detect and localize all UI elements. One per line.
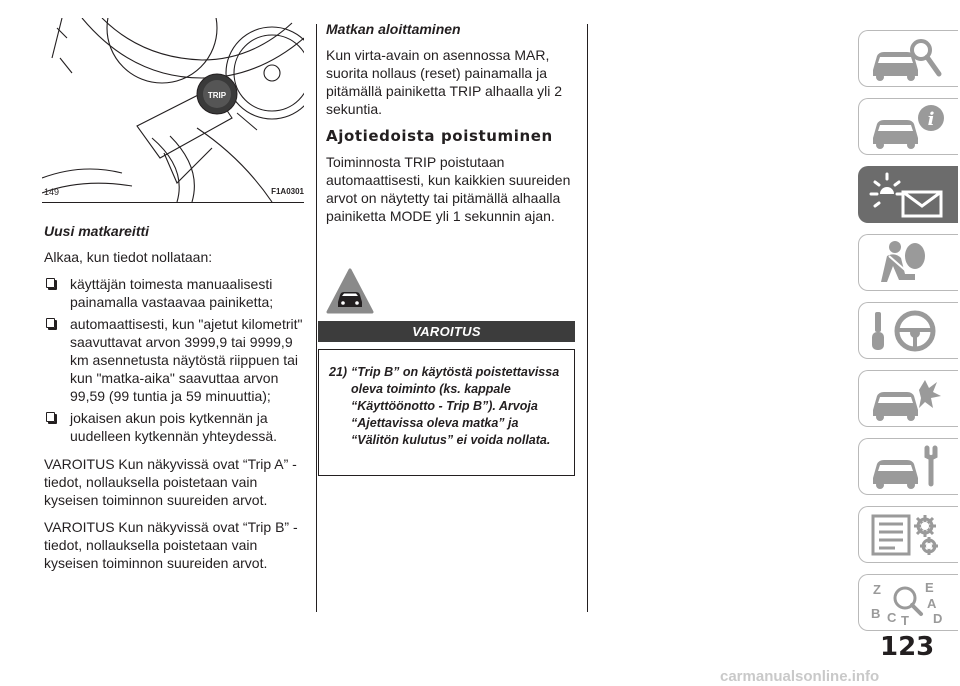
svg-text:i: i xyxy=(927,109,935,130)
index-letter: A xyxy=(927,596,937,611)
checkbox-bullet-icon xyxy=(46,318,55,328)
warning-title-bar: VAROITUS xyxy=(318,321,575,342)
tab-servicing[interactable] xyxy=(858,438,958,495)
car-warning-triangle-icon xyxy=(326,268,374,316)
note-trip-a: VAROITUS Kun näkyvissä ovat “Trip A” -tiedot, nollauksella poistetaan vain kyseisen toiminnon suureiden arvot. xyxy=(44,456,297,508)
warning-light-message-icon xyxy=(869,172,947,218)
list-item: automaattisesti, kun "ajetut kilometrit" saavuttavat arvon 3999,9 tai 9999,9 km asennetusta näytöstä riippuen tai kun "matka-aika" saavuttaa arvon 99,59 (99 tuntia ja 59 minuuttia); xyxy=(44,315,306,405)
section-heading-new-trip: Uusi matkareitti xyxy=(44,223,150,239)
list-item: käyttäjän toimesta manuaalisesti painamalla vastaavaa painiketta; xyxy=(44,275,306,311)
section-heading-start-trip: Matkan aloittaminen xyxy=(326,21,461,37)
tab-warning-lights-messages[interactable] xyxy=(858,166,958,223)
exit-trip-text: Toiminnosta TRIP poistutaan automaattisesti, kun kaikkien suureiden arvot on näytetty tai pitämällä alhaalla painiketta MODE yli 1 sekunnin ajan. xyxy=(326,154,571,224)
middle-column xyxy=(326,20,578,234)
index-letter: D xyxy=(933,611,943,626)
start-trip-text: Kun virta-avain on asennossa MAR, suorita nollaus (reset) painamalla ja pitämällä painiketta TRIP alhaalla yli 2 sekuntia. xyxy=(326,47,563,117)
tab-index[interactable] xyxy=(858,574,958,631)
car-search-icon xyxy=(869,36,947,82)
warning-text: “Trip B” on käytöstä poistettavissa oleva toiminto (ks. kappale “Käyttöönotto - Trip B”). Arvoja “Ajettavissa oleva matka” ja “Välitön kulutus” ei voida nollata. xyxy=(351,365,560,447)
index-letter: C xyxy=(887,610,897,625)
airbag-passenger-icon xyxy=(869,240,947,286)
watermark: carmanualsonline.info xyxy=(720,668,880,685)
trip-button-label: TRIP xyxy=(207,91,227,100)
tab-car-info[interactable] xyxy=(858,98,958,155)
section-heading-exit-trip: Ajotiedoista poistuminen xyxy=(326,127,553,145)
left-column xyxy=(44,222,306,581)
dashboard-trip-button-illustration xyxy=(42,18,304,203)
tab-safety[interactable] xyxy=(858,234,958,291)
note-trip-b: VAROITUS Kun näkyvissä ovat “Trip B” -tiedot, nollauksella poistetaan vain kyseisen toiminnon suureiden arvot. xyxy=(44,519,298,571)
index-letter: B xyxy=(871,606,881,621)
key-steering-wheel-icon xyxy=(869,308,947,354)
car-crash-icon xyxy=(869,376,947,422)
checkbox-bullet-icon xyxy=(46,278,55,288)
list-item: jokaisen akun pois kytkennän ja uudelleen kytkennän yhteydessä. xyxy=(44,409,306,445)
figure-code: F1A0301 xyxy=(271,187,304,196)
index-letter: Z xyxy=(873,582,881,597)
specifications-gear-icon xyxy=(869,512,947,558)
reset-conditions-list xyxy=(44,275,306,445)
warning-box: 21) “Trip B” on käytöstä poistettavissa oleva toiminto (ks. kappale “Käyttöönotto - Trip B”). Arvoja “Ajettavissa oleva matka” ja “Välitön kulutus” ei voida nollata. xyxy=(318,349,575,476)
tab-car-search[interactable] xyxy=(858,30,958,87)
figure-number: 149 xyxy=(44,187,60,197)
page-number: 123 xyxy=(880,632,935,662)
index-letter: E xyxy=(925,580,934,595)
instrument-cluster-drawing xyxy=(42,18,304,202)
tab-emergency[interactable] xyxy=(858,370,958,427)
column-divider xyxy=(316,24,317,612)
index-letter: T xyxy=(901,613,909,626)
column-divider xyxy=(587,24,588,612)
car-info-icon xyxy=(869,104,947,150)
car-wrench-icon xyxy=(869,444,947,490)
tab-technical-data[interactable] xyxy=(858,506,958,563)
figure-caption xyxy=(42,187,304,201)
alphabet-index-icon xyxy=(869,580,947,626)
checkbox-bullet-icon xyxy=(46,412,55,422)
intro-text: Alkaa, kun tiedot nollataan: xyxy=(44,249,213,265)
tab-starting-driving[interactable] xyxy=(858,302,958,359)
